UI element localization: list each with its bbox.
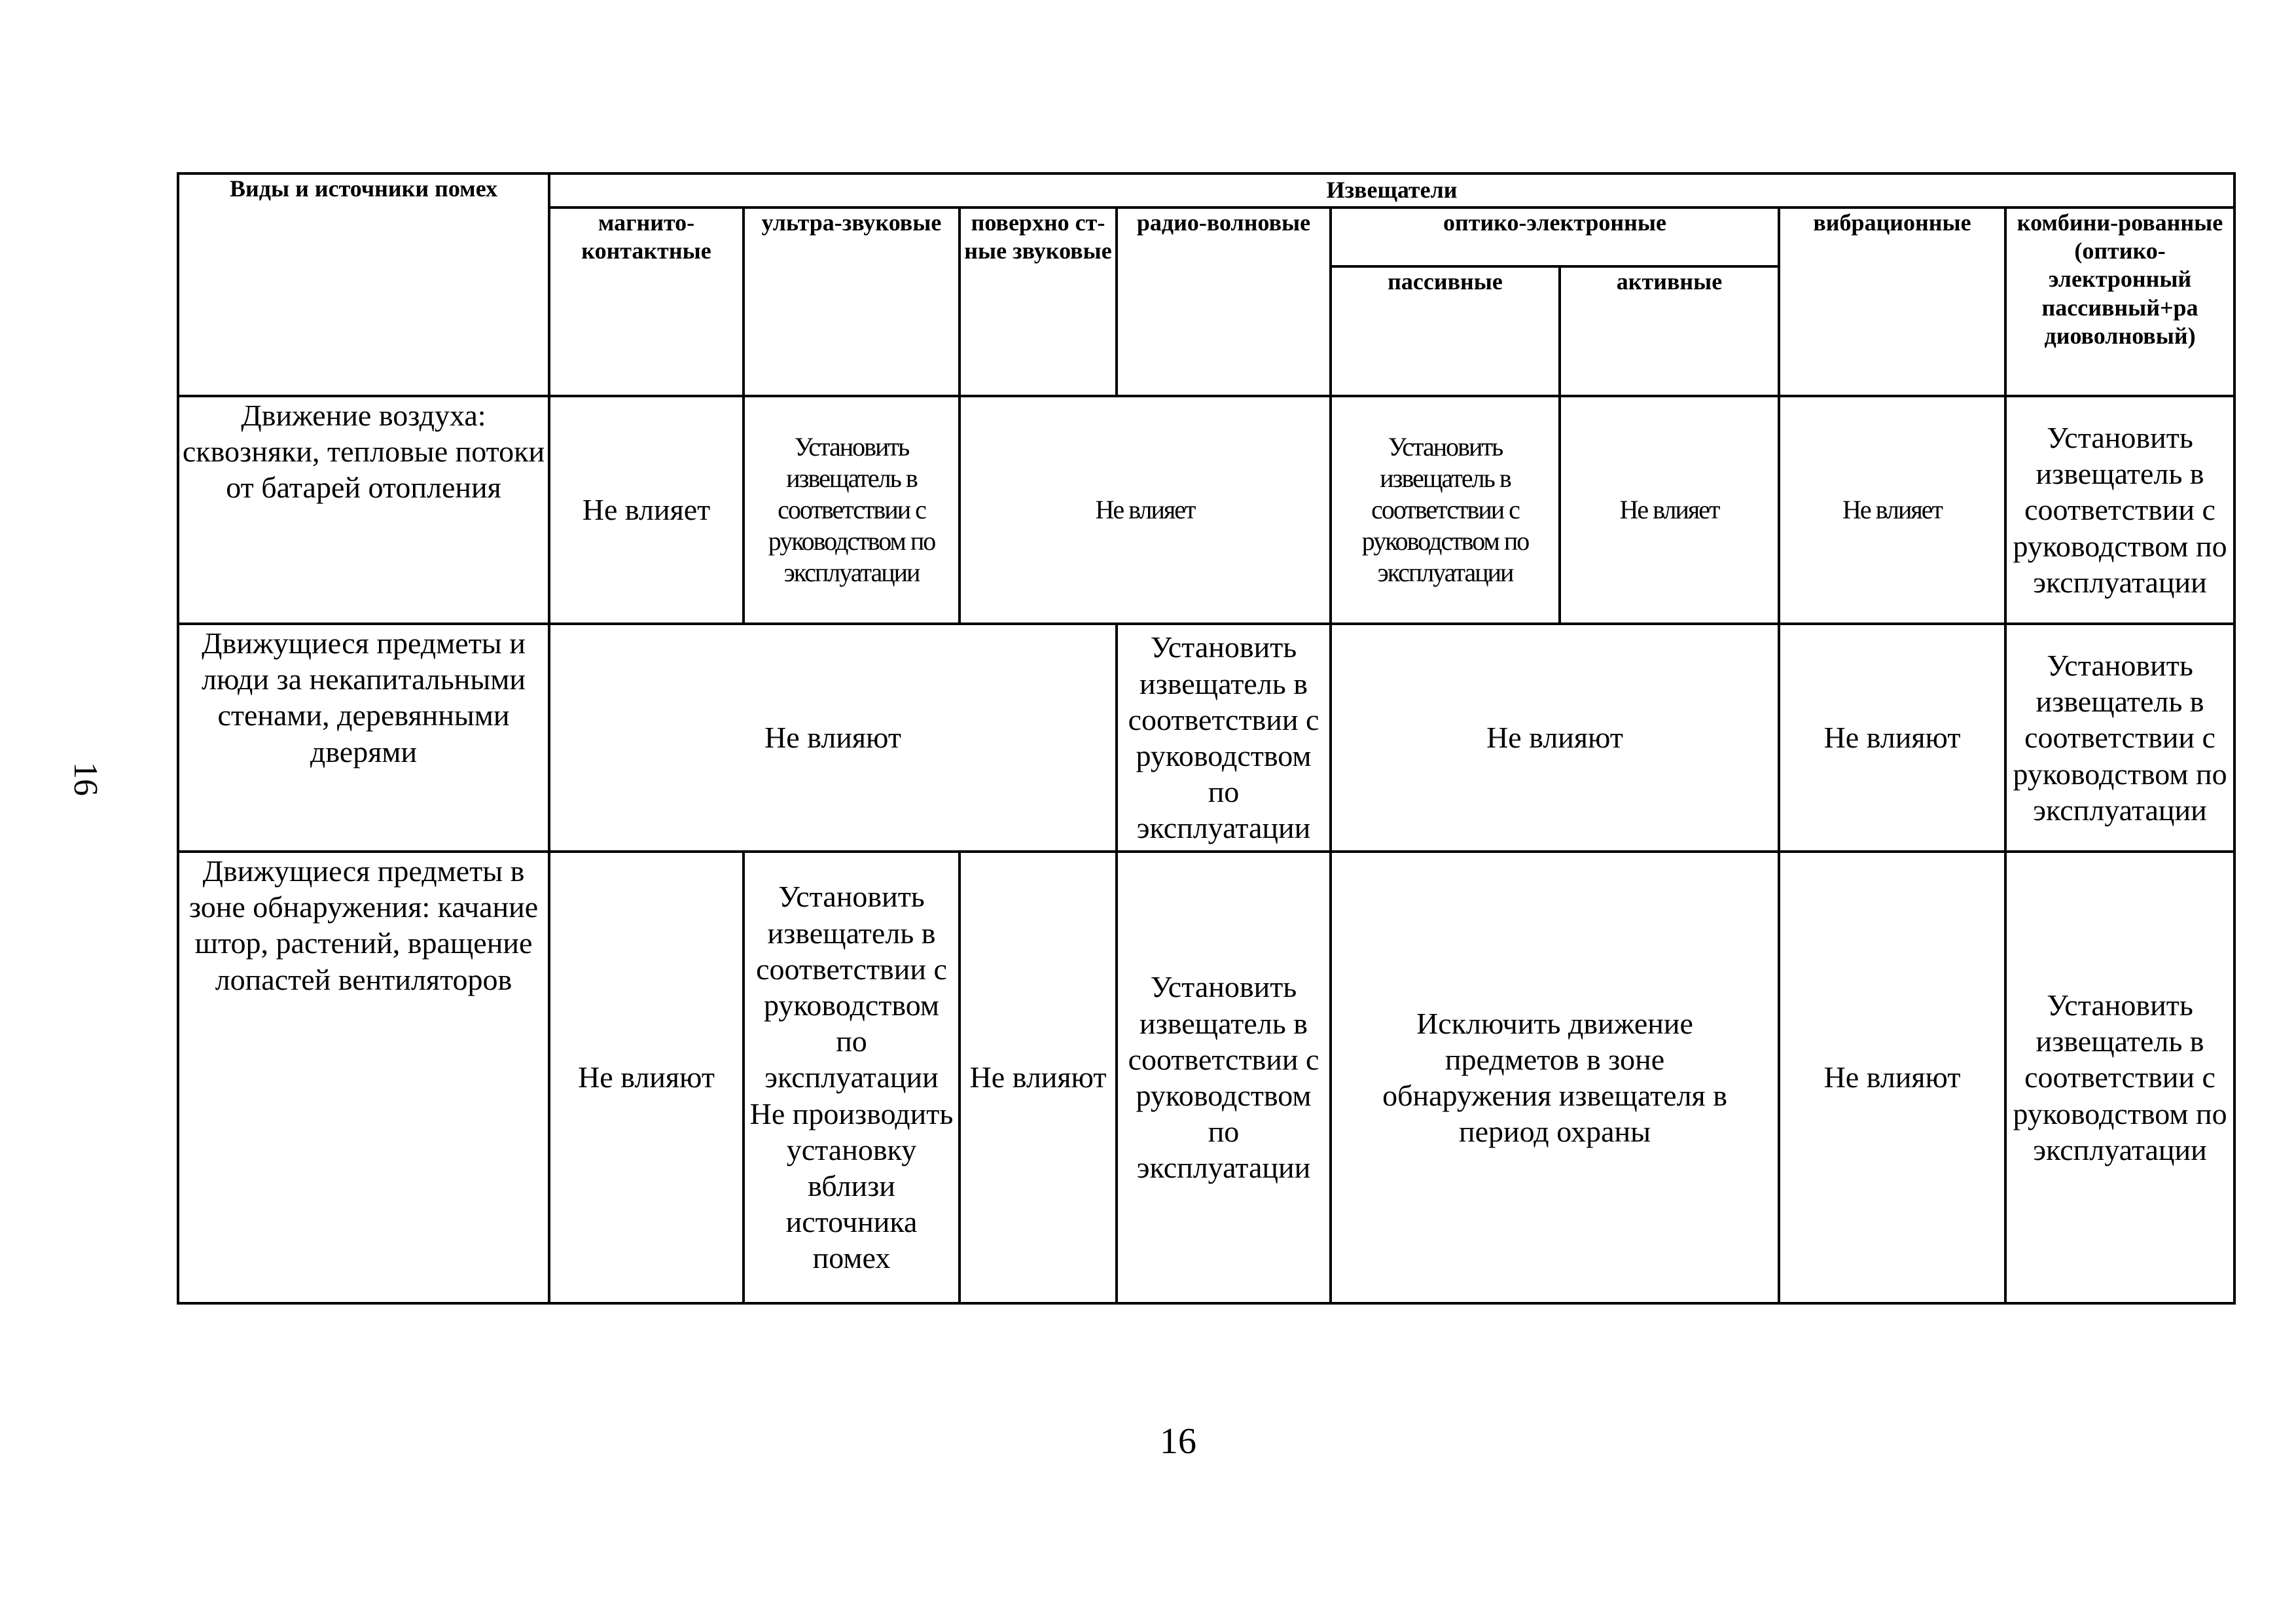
row3-magnetic: Не влияют: [549, 852, 744, 1303]
row2-combined: Установить извещатель в соответствии с руководством по эксплуатации: [2005, 624, 2234, 852]
row1-magnetic: Не влияет: [549, 396, 744, 624]
row2-vibration: Не влияют: [1779, 624, 2005, 852]
header-detectors: Извещатели: [549, 173, 2234, 208]
row1-active: Не влияет: [1560, 396, 1779, 624]
row2-source: Движущиеся предметы и люди за некапитальными стенами, деревянными дверями: [178, 624, 549, 852]
row3-source: Движущиеся предметы в зоне обнаружения: качание штор, растений, вращение лопастей вентиляторов: [178, 852, 549, 1303]
header-vibration: вибрационные: [1779, 208, 2005, 396]
header-ultrasonic: ультра-звуковые: [744, 208, 960, 396]
header-magnetic: магнито-контактные: [549, 208, 744, 396]
row1-combined: Установить извещатель в соответствии с руководством по эксплуатации: [2005, 396, 2234, 624]
header-optical: оптико-электронные: [1331, 208, 1779, 266]
header-radio: радио-волновые: [1117, 208, 1331, 396]
row3-optical: Исключить движение предметов в зоне обнаружения извещателя в период охраны: [1331, 852, 1779, 1303]
row3-surface: Не влияют: [960, 852, 1117, 1303]
row3-combined: Установить извещатель в соответствии с руководством по эксплуатации: [2005, 852, 2234, 1303]
row3-vibration: Не влияют: [1779, 852, 2005, 1303]
header-surface: поверхно ст-ные звуковые: [960, 208, 1117, 396]
row1-surface-radio: Не влияет: [960, 396, 1331, 624]
bottom-page-number: 16: [1160, 1421, 1196, 1462]
row2-radio: Установить извещатель в соответствии с руководством по эксплуатации: [1117, 624, 1331, 852]
side-page-number: 16: [67, 762, 104, 796]
header-active: активные: [1560, 266, 1779, 396]
row1-source: Движение воздуха: сквозняки, тепловые потоки от батарей отопления: [178, 396, 549, 624]
header-sources: Виды и источники помех: [178, 173, 549, 396]
interference-table: [177, 172, 2236, 1305]
header-combined: комбини-рованные (оптико-электронный пассивный+ра диоволновый): [2005, 208, 2234, 396]
row2-magnetic-to-surface: Не влияют: [549, 624, 1117, 852]
row3-radio: Установить извещатель в соответствии с руководством по эксплуатации: [1117, 852, 1331, 1303]
header-passive: пассивные: [1331, 266, 1560, 396]
row2-optical: Не влияют: [1331, 624, 1779, 852]
row1-ultrasonic: Установить извещатель в соответствии с руководством по эксплуатации: [744, 396, 960, 624]
row1-vibration: Не влияет: [1779, 396, 2005, 624]
row1-passive: Установить извещатель в соответствии с руководством по эксплуатации: [1331, 396, 1560, 624]
row3-ultrasonic: Установить извещатель в соответствии с руководством по эксплуатации Не производить установку вблизи источника помех: [744, 852, 960, 1303]
